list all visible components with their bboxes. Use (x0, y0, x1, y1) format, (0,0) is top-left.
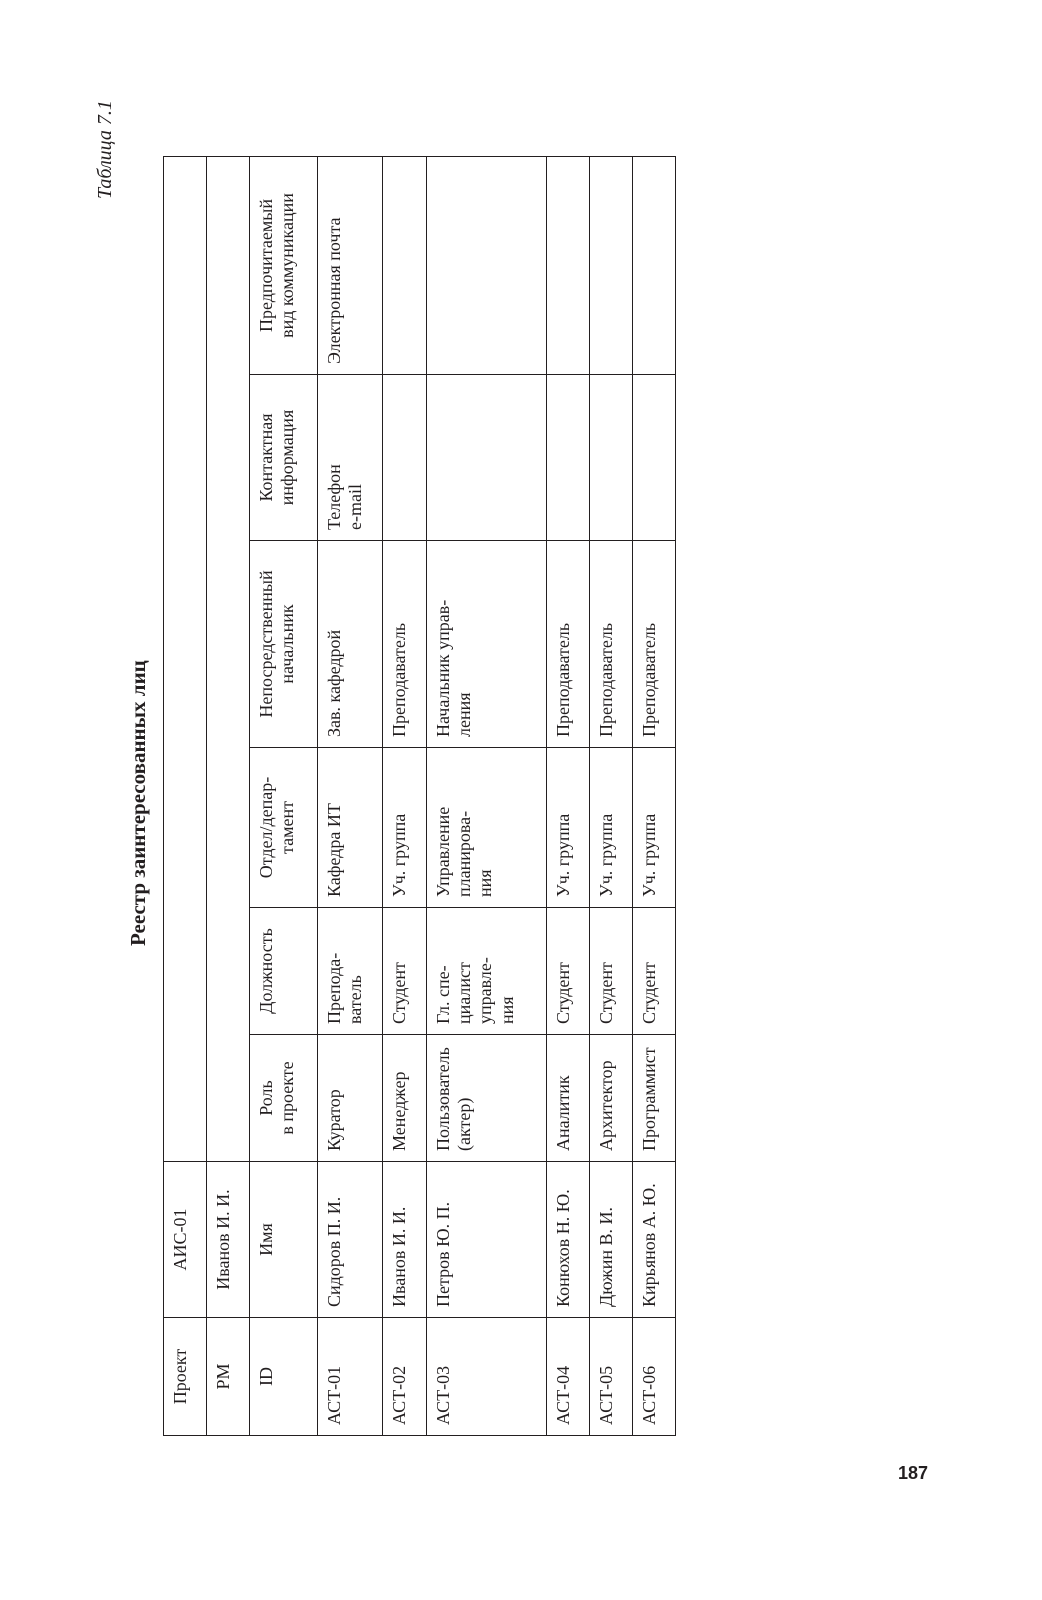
cell-contact (383, 375, 427, 541)
cell-name: Конюхов Н. Ю. (547, 1162, 590, 1318)
cell-role: Архитектор (590, 1035, 633, 1162)
cell-department: Уч. группа (633, 748, 676, 908)
cell-role: Аналитик (547, 1035, 590, 1162)
cell-contact (633, 375, 676, 541)
cell-comm (633, 157, 676, 375)
cell-id: АСТ-04 (547, 1318, 590, 1436)
cell-name: Дюжин В. И. (590, 1162, 633, 1318)
cell-position: Студент (633, 908, 676, 1035)
header-id: ID (250, 1318, 318, 1436)
cell-manager: Начальник управ- ления (427, 541, 547, 748)
cell-position: Гл. спе- циалист управле- ния (427, 908, 547, 1035)
cell-department: Уч. группа (383, 748, 427, 908)
cell-comm (383, 157, 427, 375)
cell-comm: Электронная почта (318, 157, 383, 375)
table-row (547, 157, 590, 1436)
cell-department: Кафедра ИТ (318, 748, 383, 908)
cell-id: АСТ-01 (318, 1318, 383, 1436)
table-row (590, 157, 633, 1436)
header-contact: Контактная информация (250, 375, 318, 541)
table-row (427, 157, 547, 1436)
cell-contact (547, 375, 590, 541)
cell-role: Программист (633, 1035, 676, 1162)
project-value-cell: АИС-01 (164, 1162, 207, 1318)
project-label-cell: Проект (164, 1318, 207, 1436)
cell-position: Препода- ватель (318, 908, 383, 1035)
cell-manager: Зав. кафедрой (318, 541, 383, 748)
cell-contact: Телефон e-mail (318, 375, 383, 541)
pm-value-cell: Иванов И. И. (207, 1162, 250, 1318)
header-department: Отдел/депар- тамент (250, 748, 318, 908)
cell-comm (590, 157, 633, 375)
cell-manager: Преподаватель (383, 541, 427, 748)
cell-role: Куратор (318, 1035, 383, 1162)
header-manager: Непосредственный начальник (250, 541, 318, 748)
project-empty-cell (164, 157, 207, 1162)
cell-id: АСТ-03 (427, 1318, 547, 1436)
cell-department: Уч. группа (590, 748, 633, 908)
cell-manager: Преподаватель (633, 541, 676, 748)
cell-position: Студент (590, 908, 633, 1035)
table-caption: Таблица 7.1 (94, 100, 116, 199)
cell-role: Менеджер (383, 1035, 427, 1162)
cell-name: Кирьянов А. Ю. (633, 1162, 676, 1318)
header-position: Должность (250, 908, 318, 1035)
cell-position: Студент (547, 908, 590, 1035)
pm-empty-cell (207, 157, 250, 1162)
cell-id: АСТ-05 (590, 1318, 633, 1436)
cell-manager: Преподаватель (547, 541, 590, 748)
header-comm: Предпочитаемый вид коммуникации (250, 157, 318, 375)
cell-name: Петров Ю. П. (427, 1162, 547, 1318)
header-role: Роль в проекте (250, 1035, 318, 1162)
cell-name: Сидоров П. И. (318, 1162, 383, 1318)
header-name: Имя (250, 1162, 318, 1318)
table-row (633, 157, 676, 1436)
cell-department: Уч. группа (547, 748, 590, 908)
table-title: Реестр заинтересованных лиц (126, 660, 150, 946)
page-number: 187 (898, 1463, 929, 1483)
cell-id: АСТ-06 (633, 1318, 676, 1436)
cell-role: Пользователь (актер) (427, 1035, 547, 1162)
cell-contact (427, 375, 547, 541)
header-row (250, 157, 318, 1436)
cell-comm (547, 157, 590, 375)
stakeholder-registry-table (163, 156, 676, 1436)
cell-id: АСТ-02 (383, 1318, 427, 1436)
cell-department: Управление планирова- ния (427, 748, 547, 908)
table-row (318, 157, 383, 1436)
cell-position: Студент (383, 908, 427, 1035)
table-row (383, 157, 427, 1436)
cell-contact (590, 375, 633, 541)
cell-name: Иванов И. И. (383, 1162, 427, 1318)
project-row (164, 157, 207, 1436)
cell-manager: Преподаватель (590, 541, 633, 748)
pm-label-cell: PM (207, 1318, 250, 1436)
pm-row (207, 157, 250, 1436)
cell-comm (427, 157, 547, 375)
